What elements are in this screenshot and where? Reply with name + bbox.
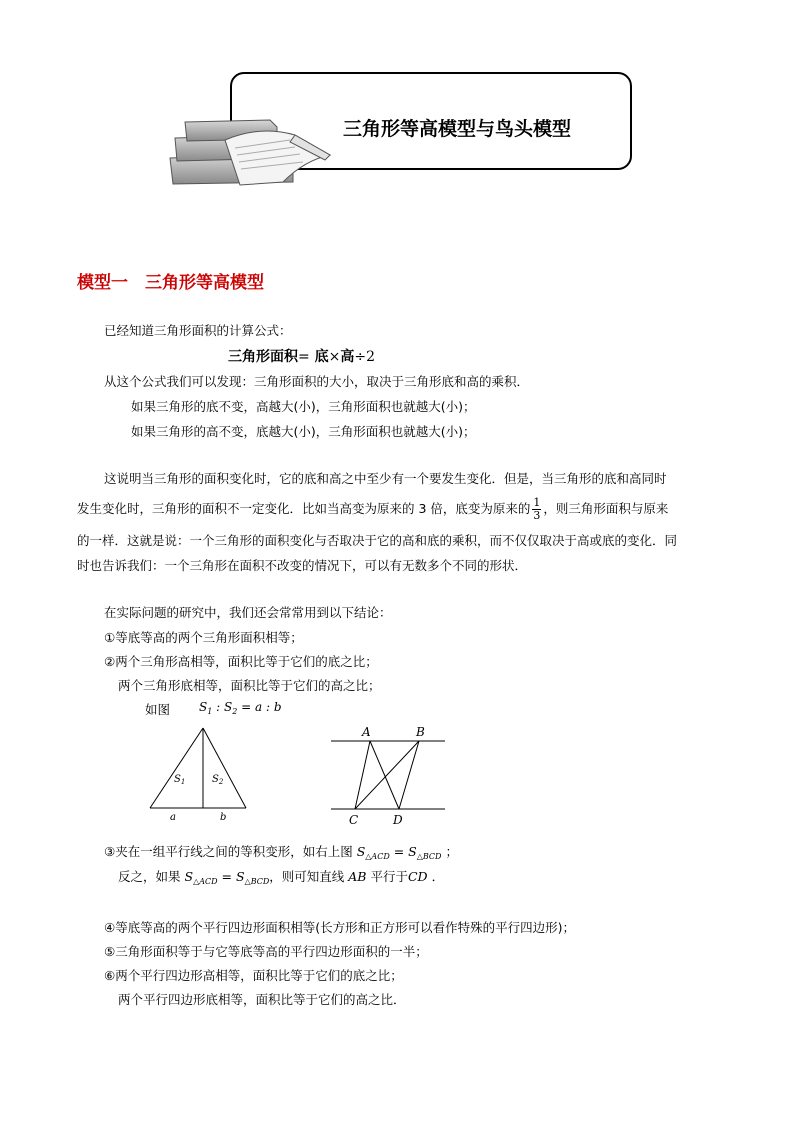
ratio-rhs: = a : b xyxy=(237,700,282,714)
segment-ad xyxy=(370,741,399,809)
s-acd-sub-2: △ACD xyxy=(193,877,218,886)
area-formula xyxy=(228,346,375,366)
s-bcd-2: S xyxy=(235,869,245,884)
eq-sign: = xyxy=(389,844,409,859)
triangle-figure xyxy=(140,722,260,827)
line-base-fixed: 如果三角形的底不变，高越大(小)，三角形面积也就越大(小)； xyxy=(131,399,476,414)
para2-line2 xyxy=(77,497,668,522)
s-acd: S xyxy=(356,844,366,859)
label-A: A xyxy=(362,725,371,739)
conclusion-3-end: ； xyxy=(445,844,458,859)
label-s2: $S_2$ xyxy=(212,774,224,786)
area-ratio xyxy=(199,700,282,716)
label-a: a xyxy=(170,812,176,823)
ratio-s2-sub: 2 xyxy=(232,707,238,716)
formula-div: ÷2 xyxy=(354,349,375,365)
formula-base: 底 xyxy=(314,349,329,365)
s-bcd: S xyxy=(408,844,417,859)
conclusion-3b xyxy=(118,867,444,886)
s-acd-sub: △ACD xyxy=(365,852,390,861)
ratio-s2: S xyxy=(224,700,233,714)
para2-line2-text: 发生变化时，三角形的面积不一定变化．比如当高变为原来的 3 倍，底变为原来的 xyxy=(77,501,531,516)
line-height-fixed: 如果三角形的高不变，底越大(小)，三角形面积也就越大(小)； xyxy=(131,424,476,439)
parallel-lines-figure xyxy=(325,722,450,832)
label-s1: $S_1$ xyxy=(174,774,186,786)
conclusion-2: ②两个三角形高相等，面积比等于它们的底之比； xyxy=(104,654,378,669)
s-bcd-sub: △BCD xyxy=(416,852,442,861)
figure-label: 如图 xyxy=(145,702,171,717)
s-bcd-sub-2: △BCD xyxy=(244,877,270,886)
conclusion-6b: 两个平行四边形底相等，面积比等于它们的高之比． xyxy=(118,992,406,1007)
para2-line1: 这说明当三角形的面积变化时，它的底和高之中至少有一个要发生变化．但是，当三角形的底和高同时 xyxy=(104,471,667,486)
para2-line3: 的一样．这就是说：一个三角形的面积变化与否取决于它的高和底的乘积，而不仅仅取决于高或底的变化．同 xyxy=(77,533,678,548)
line-cd: CD xyxy=(407,869,428,884)
s-acd-2: S xyxy=(184,869,194,884)
conclusion-3b-mid: ，则可知直线 xyxy=(269,869,345,884)
fraction-one-third xyxy=(532,497,541,522)
formula-eq: = xyxy=(298,349,310,365)
segment-ac xyxy=(355,741,370,809)
formula-label: 三角形面积 xyxy=(228,349,298,365)
conclusion-3 xyxy=(104,842,458,861)
conclusions-intro: 在实际问题的研究中，我们还会常常用到以下结论： xyxy=(104,605,392,620)
equal-area-expression-2 xyxy=(185,869,270,884)
fraction-den: 3 xyxy=(533,509,541,522)
formula-height: 高 xyxy=(340,349,355,365)
conclusion-3-text: ③夹在一组平行线之间的等积变形，如右上图 xyxy=(104,844,353,859)
triangle-right-side xyxy=(203,728,246,808)
conclusion-3b-end: ． xyxy=(431,869,445,884)
parallel-word: 平行于 xyxy=(370,869,408,884)
conclusion-1: ①等底等高的两个三角形面积相等； xyxy=(104,630,303,645)
label-B: B xyxy=(416,725,425,739)
line-ab: AB xyxy=(348,869,367,884)
conclusion-6: ⑥两个平行四边形高相等，面积比等于它们的底之比； xyxy=(104,968,403,983)
ratio-s1-sub: 1 xyxy=(207,707,213,716)
page-title: 三角形等高模型与鸟头模型 xyxy=(343,118,572,140)
label-b: b xyxy=(220,812,227,823)
line-found: 从这个公式我们可以发现：三角形面积的大小，取决于三角形底和高的乘积． xyxy=(104,374,530,389)
equal-area-expression xyxy=(357,844,442,859)
ratio-colon: : xyxy=(212,700,224,714)
para2-line2-end: ，则三角形面积与原来 xyxy=(543,501,669,516)
conclusion-3b-text: 反之，如果 xyxy=(118,869,181,884)
conclusion-5: ⑤三角形面积等于与它等底等高的平行四边形面积的一半； xyxy=(104,944,428,959)
fraction-num: 1 xyxy=(533,496,541,509)
triangle-left-side xyxy=(150,728,203,808)
ratio-s1: S xyxy=(199,700,208,714)
formula-times: × xyxy=(328,349,341,365)
label-D: D xyxy=(393,813,403,827)
label-C: C xyxy=(349,813,359,827)
section-heading: 模型一 三角形等高模型 xyxy=(77,273,264,293)
conclusion-4: ④等底等高的两个平行四边形面积相等(长方形和正方形可以看作特殊的平行四边形)； xyxy=(104,920,575,935)
book-stack-icon xyxy=(165,110,340,190)
conclusion-2b: 两个三角形底相等，面积比等于它们的高之比； xyxy=(118,678,381,693)
para2-line4: 时也告诉我们：一个三角形在面积不改变的情况下，可以有无数多个不同的形状． xyxy=(77,558,528,573)
intro-text: 已经知道三角形面积的计算公式： xyxy=(104,323,292,338)
eq-sign-2: = xyxy=(217,869,236,884)
